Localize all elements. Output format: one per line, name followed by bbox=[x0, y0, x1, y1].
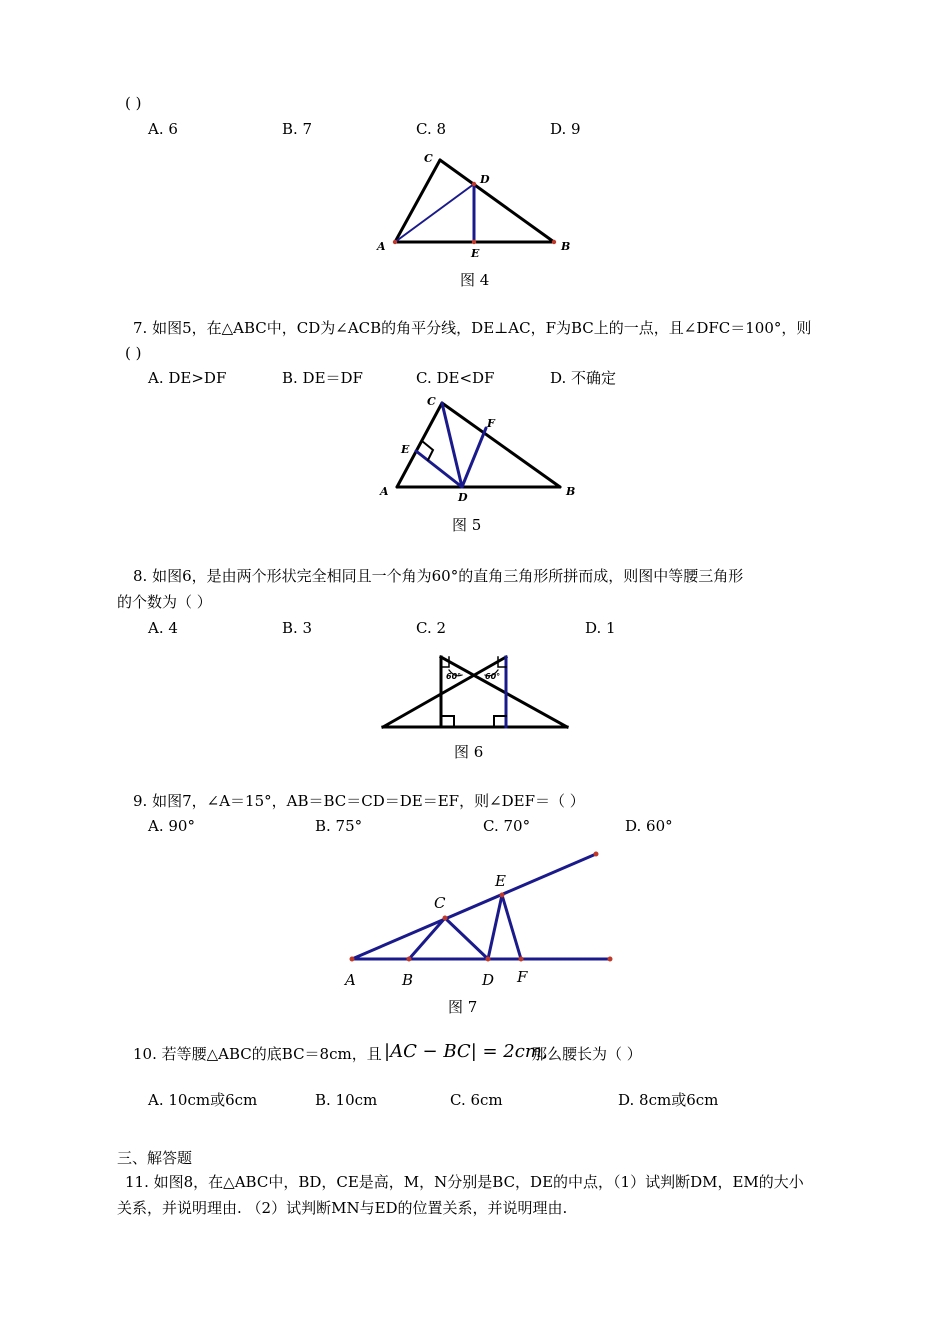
fig4-caption: 图 4 bbox=[460, 271, 490, 289]
fig7-label-d: D bbox=[482, 971, 495, 989]
fig5-label-d: D bbox=[458, 491, 468, 504]
fig7-caption: 图 7 bbox=[448, 998, 478, 1016]
fig7-label-f: F bbox=[517, 968, 528, 986]
q6-option-b: B. 7 bbox=[282, 120, 313, 138]
fig5-label-b: B bbox=[566, 485, 576, 498]
fig4-label-a: A bbox=[377, 240, 386, 253]
q7-option-d: D. 不确定 bbox=[550, 369, 617, 387]
fig5-label-c: C bbox=[427, 395, 436, 408]
q8-stem: 8. 如图6，是由两个形状完全相同且一个角为60°的直角三角形所拼而成，则图中等腰三角形 bbox=[133, 567, 744, 585]
fig4-label-e: E bbox=[471, 247, 480, 260]
fig5-label-e: E bbox=[401, 443, 410, 456]
q10-math-expression: |AC − BC| = 2cm, bbox=[384, 1041, 548, 1062]
fig7-label-b: B bbox=[402, 971, 414, 989]
fig7-label-c: C bbox=[434, 894, 446, 912]
q8-option-c: C. 2 bbox=[416, 619, 447, 637]
fig5-label-a: A bbox=[380, 485, 389, 498]
fig5-caption: 图 5 bbox=[452, 516, 482, 534]
q9-option-a: A. 90° bbox=[148, 817, 195, 835]
fig4-label-d: D bbox=[480, 173, 490, 186]
q6-option-a: A. 6 bbox=[148, 120, 178, 138]
q9-option-b: B. 75° bbox=[315, 817, 363, 835]
fig6-angle-label-right: 60° bbox=[485, 672, 501, 681]
fig7-label-e: E bbox=[495, 872, 506, 890]
q10-option-d: D. 8cm或6cm bbox=[618, 1091, 719, 1109]
fig4-label-b: B bbox=[561, 240, 571, 253]
q9-option-c: C. 70° bbox=[483, 817, 531, 835]
q7-option-a: A. DE>DF bbox=[148, 369, 227, 387]
q10-option-a: A. 10cm或6cm bbox=[148, 1091, 258, 1109]
fig6-caption: 图 6 bbox=[454, 743, 484, 761]
fig4-label-c: C bbox=[424, 152, 433, 165]
q8-stem-line2: 的个数为（ ） bbox=[117, 593, 212, 611]
section-title: 三、解答题 bbox=[117, 1149, 193, 1167]
q8-option-a: A. 4 bbox=[148, 619, 178, 637]
q9-stem: 9. 如图7，∠A＝15°，AB＝BC＝CD＝DE＝EF，则∠DEF＝（ ） bbox=[133, 792, 585, 810]
q10-stem-b: 那么腰长为（ ） bbox=[532, 1045, 642, 1063]
q6-answer-paren: ( ) bbox=[125, 94, 142, 112]
q8-option-d: D. 1 bbox=[585, 619, 616, 637]
fig5-label-f: F bbox=[487, 417, 495, 430]
q7-option-b: B. DE＝DF bbox=[282, 369, 363, 387]
q10-option-c: C. 6cm bbox=[450, 1091, 503, 1109]
fig6-angle-label-left: 60° bbox=[446, 672, 462, 681]
q11-line2: 关系，并说明理由. （2）试判断MN与ED的位置关系，并说明理由. bbox=[117, 1199, 568, 1217]
q7-stem: 7. 如图5，在△ABC中，CD为∠ACB的角平分线，DE⊥AC，F为BC上的一点，且∠DFC＝100°，则 bbox=[133, 319, 812, 337]
q7-answer-paren: ( ) bbox=[125, 344, 142, 362]
q10-option-b: B. 10cm bbox=[315, 1091, 378, 1109]
q11-line1: 11. 如图8，在△ABC中，BD，CE是高，M，N分别是BC，DE的中点，（1）试判断DM，EM的大小 bbox=[125, 1173, 804, 1191]
q10-stem-a: 10. 若等腰△ABC的底BC＝8cm，且 bbox=[133, 1045, 382, 1063]
q7-option-c: C. DE<DF bbox=[416, 369, 495, 387]
q9-option-d: D. 60° bbox=[625, 817, 673, 835]
q6-option-c: C. 8 bbox=[416, 120, 447, 138]
q8-option-b: B. 3 bbox=[282, 619, 313, 637]
q6-option-d: D. 9 bbox=[550, 120, 581, 138]
fig7-label-a: A bbox=[345, 971, 356, 989]
